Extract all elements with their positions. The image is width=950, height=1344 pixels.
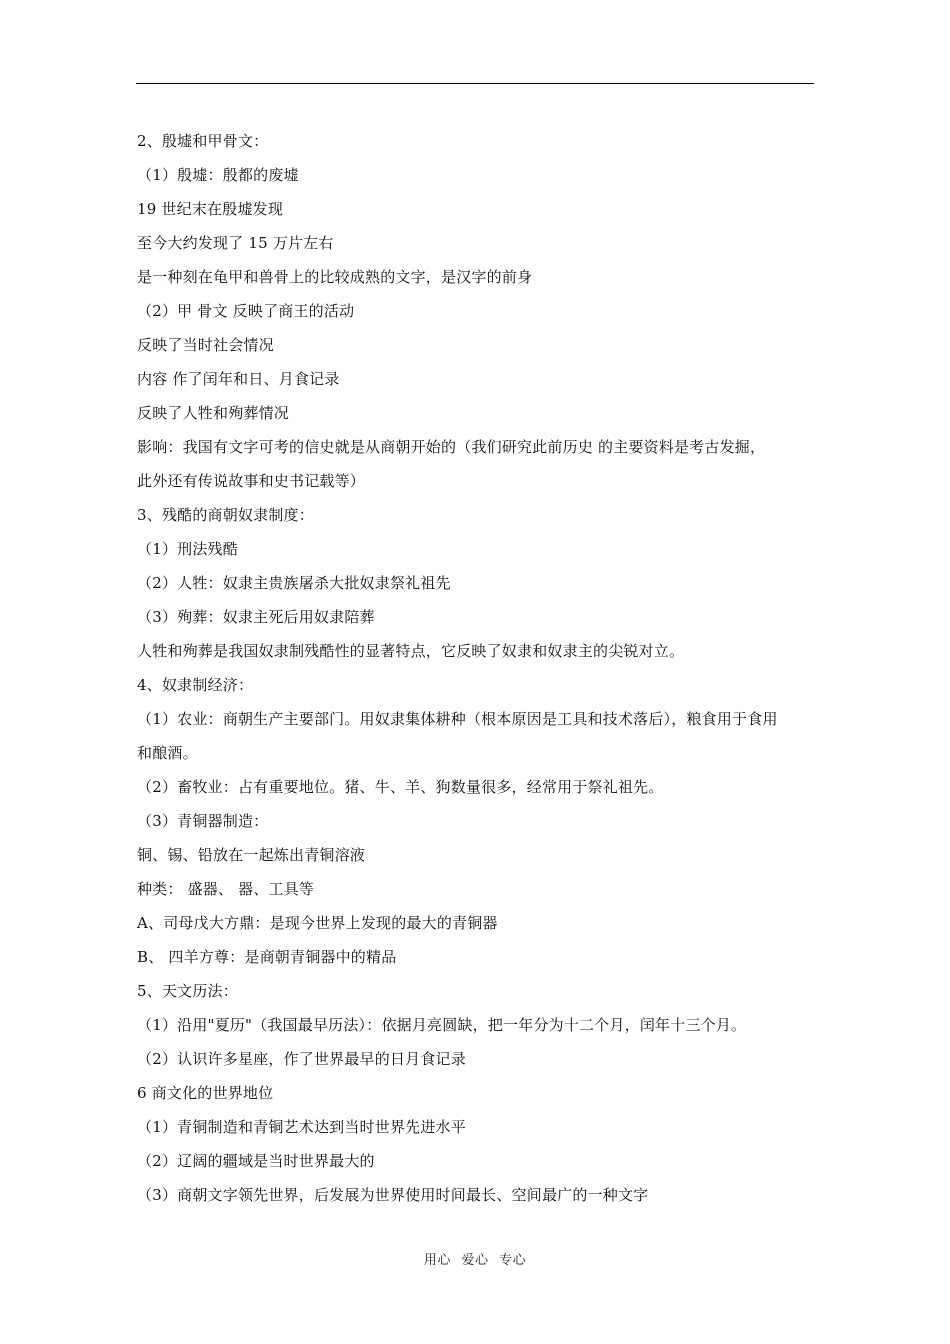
section-heading: 3、残酷的商朝奴隶制度： <box>137 506 314 524</box>
text-line: 铜、锡、铅放在一起炼出青铜溶液 <box>137 846 366 864</box>
text-line: 反映了人牲和殉葬情况 <box>137 404 290 422</box>
text-line: （1）殷墟：殷都的废墟 <box>137 166 299 184</box>
text-line: （1）青铜制造和青铜艺术达到当时世界先进水平 <box>137 1118 466 1136</box>
section-heading: 4、奴隶制经济： <box>137 676 254 694</box>
text-line: 影响：我国有文字可考的信史就是从商朝开始的（我们研究此前历史 的主要资料是考古发掘， <box>137 438 766 456</box>
page-footer: 用心 爱心 专心 <box>423 1253 527 1268</box>
text-line: （2）畜牧业：占有重要地位。猪、牛、羊、狗数量很多，经常用于祭礼祖先。 <box>137 778 664 796</box>
text-line: （2）甲 骨文 反映了商王的活动 <box>137 302 355 320</box>
text-line: （2）辽阔的疆域是当时世界最大的 <box>137 1152 375 1170</box>
header-rule <box>136 83 814 84</box>
text-line: （2）认识许多星座，作了世界最早的日月食记录 <box>137 1050 466 1068</box>
text-line: B、 四羊方尊：是商朝青铜器中的精品 <box>137 948 397 966</box>
text-line: （1）农业：商朝生产主要部门。用奴隶集体耕种（根本原因是工具和技术落后），粮食用于食用 <box>137 710 778 728</box>
text-line: （3）青铜器制造： <box>137 812 269 830</box>
text-line: 内容 作了闰年和日、月食记录 <box>137 370 340 388</box>
text-line: 至今大约发现了 15 万片左右 <box>137 234 334 252</box>
document-body <box>137 124 817 1212</box>
text-line: 和酿酒。 <box>137 744 198 762</box>
section-heading: 6 商文化的世界地位 <box>137 1084 274 1102</box>
text-line: 人牲和殉葬是我国奴隶制残酷性的显著特点，它反映了奴隶和奴隶主的尖锐对立。 <box>137 642 685 660</box>
text-line: 是一种刻在龟甲和兽骨上的比较成熟的文字，是汉字的前身 <box>137 268 533 286</box>
text-line: （3）殉葬：奴隶主死后用奴隶陪葬 <box>137 608 375 626</box>
section-heading: 5、天文历法： <box>137 982 238 1000</box>
text-line: （2）人牲：奴隶主贵族屠杀大批奴隶祭礼祖先 <box>137 574 451 592</box>
text-line: 反映了当时社会情况 <box>137 336 274 354</box>
text-line: （1）沿用"夏历"（我国最早历法）：依据月亮圆缺，把一年分为十二个月，闰年十三个月。 <box>137 1016 747 1034</box>
section-heading: 2、殷墟和甲骨文： <box>137 132 269 150</box>
text-line: （1）刑法残酷 <box>137 540 238 558</box>
text-line: 此外还有传说故事和史书记载等） <box>137 472 366 490</box>
text-line: （3）商朝文字领先世界，后发展为世界使用时间最长、空间最广的一种文字 <box>137 1186 649 1204</box>
text-line: 19 世纪末在殷墟发现 <box>137 200 284 218</box>
text-line: A、司母戊大方鼎：是现今世界上发现的最大的青铜器 <box>137 914 498 932</box>
text-line: 种类： 盛器、 器、工具等 <box>137 880 315 898</box>
